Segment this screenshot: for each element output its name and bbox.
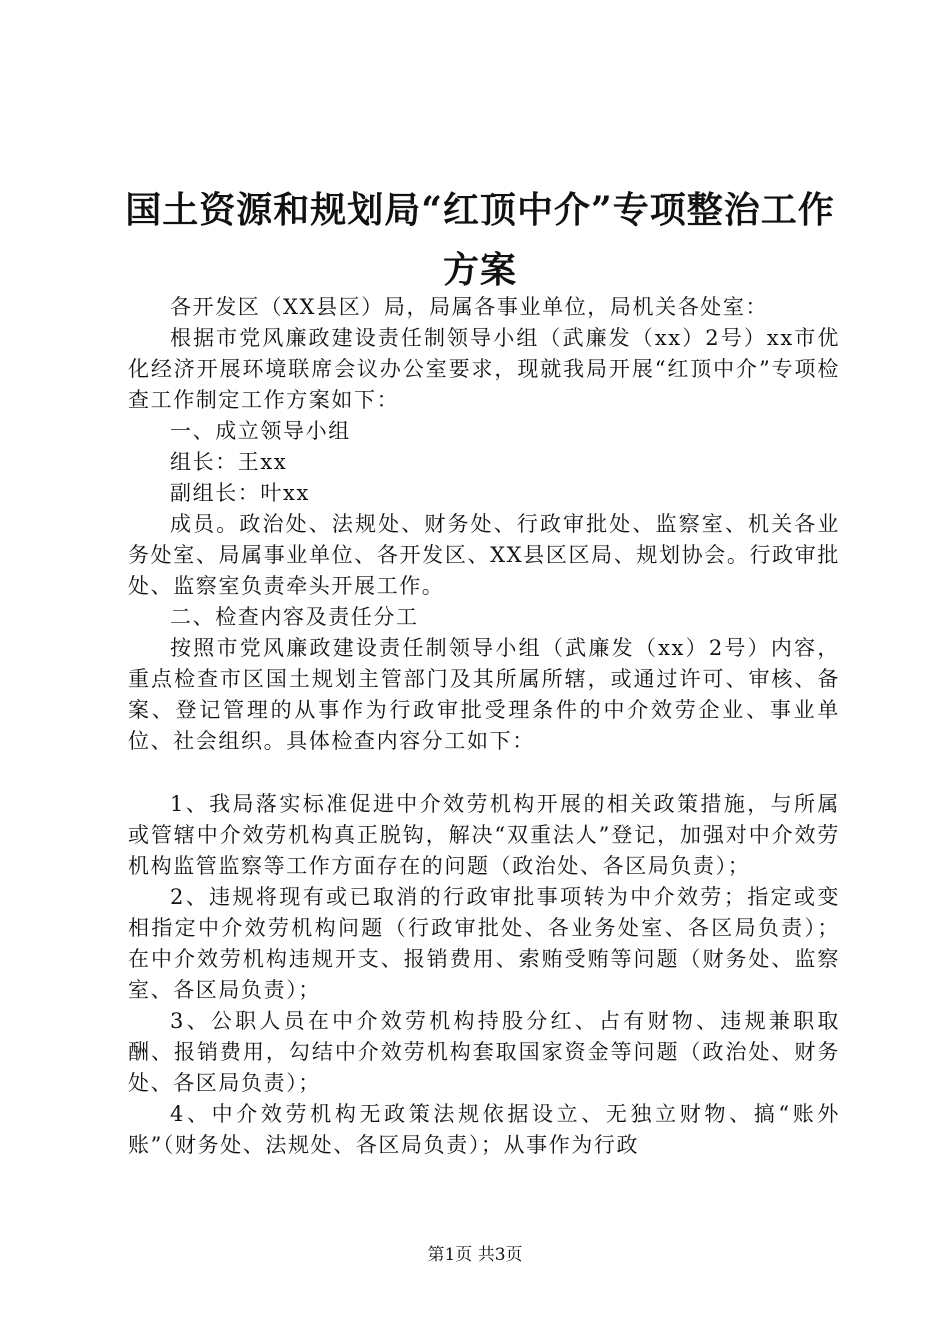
document-body (128, 292, 840, 1161)
scope-paragraph: 按照市党风廉政建设责任制领导小组（武廉发（xx）2号）内容，重点检查市区国土规划主管部门及其所属所辖，或通过许可、审核、备案、登记管理的从事作为行政审批受理条件的中介效劳企业、事业单位、社会组织。具体检查内容分工如下： (128, 636, 840, 753)
item-paragraph-2: 2、违规将现有或已取消的行政审批事项转为中介效劳；指定或变相指定中介效劳机构问题（行政审批处、各业务处室、各区局负责）；在中介效劳机构违规开支、报销费用、索贿受贿等问题（财务处、监察室、各区局负责）； (128, 885, 840, 1002)
deputy-leader-line: 副组长：叶xx (170, 481, 310, 505)
members-paragraph: 成员。政治处、法规处、财务处、行政审批处、监察室、机关各业务处室、局属事业单位、各开发区、XX县区区局、规划协会。行政审批处、监察室负责牵头开展工作。 (128, 512, 840, 598)
item-paragraph-4: 4、中介效劳机构无政策法规依据设立、无独立财物、搞“账外账”（财务处、法规处、各区局负责）；从事作为行政 (128, 1102, 840, 1157)
page-number-footer: 第1页 共3页 (427, 1245, 523, 1265)
document-title-line-2: 方案 (442, 249, 517, 291)
section-heading-1: 一、成立领导小组 (170, 419, 351, 443)
intro-paragraph: 根据市党风廉政建设责任制领导小组（武廉发（xx）2号）xx市优化经济开展环境联席会议办公室要求，现就我局开展“红顶中介”专项检查工作制定工作方案如下： (128, 326, 840, 412)
section-heading-2: 二、检查内容及责任分工 (170, 605, 419, 629)
item-paragraph-3: 3、公职人员在中介效劳机构持股分红、占有财物、违规兼职取酬、报销费用，勾结中介效劳机构套取国家资金等问题（政治处、财务处、各区局负责）； (128, 1009, 840, 1095)
leader-line: 组长：王xx (170, 450, 288, 474)
salutation-paragraph: 各开发区（XX县区）局，局属各事业单位，局机关各处室： (170, 295, 769, 319)
item-paragraph-1: 1、我局落实标准促进中介效劳机构开展的相关政策措施，与所属或管辖中介效劳机构真正脱钩，解决“双重法人”登记，加强对中介效劳机构监管监察等工作方面存在的问题（政治处、各区局负责）； (128, 792, 840, 878)
document-title-line-1: 国土资源和规划局“红顶中介”专项整治工作 (125, 189, 835, 231)
